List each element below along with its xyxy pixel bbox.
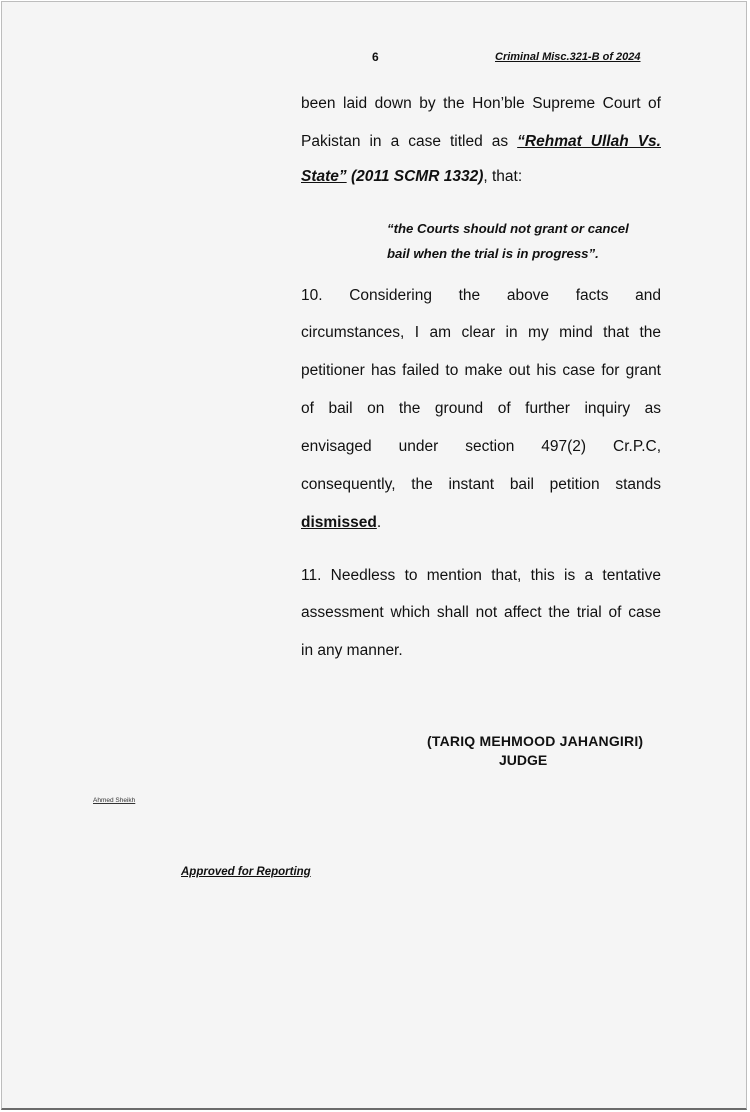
quote-line-2: bail when the trial is in progress”. — [387, 246, 599, 261]
document-page — [1, 1, 747, 1110]
case-citation: (2011 SCMR 1332) — [350, 168, 484, 185]
intro-line-3 — [301, 167, 661, 187]
para10-line-1: 10. Considering the above facts and — [301, 287, 661, 304]
intro-line-2-text: Pakistan in a case titled as — [301, 133, 509, 150]
case-reference: Criminal Misc.321-B of 2024 — [495, 51, 641, 63]
para10-line-7 — [301, 513, 661, 533]
para10-line-3: petitioner has failed to make out his case for grant — [301, 362, 661, 379]
signer-initials: Ahmed Sheikh — [93, 797, 136, 804]
intro-line-3-tail: , that: — [483, 168, 523, 185]
para10-line-5: envisaged under section 497(2) Cr.P.C, — [301, 438, 661, 455]
case-name-part-1: “Rehmat Ullah Vs. — [517, 133, 661, 150]
intro-line-1: been laid down by the Hon’ble Supreme Court of — [301, 95, 661, 112]
para10-line-7-tail: . — [376, 514, 382, 531]
page-number: 6 — [372, 50, 379, 64]
para11-line-2: assessment which shall not affect the trial of case — [301, 604, 661, 621]
para10-line-6: consequently, the instant bail petition stands — [301, 476, 661, 493]
para11-line-3: in any manner. — [301, 642, 403, 659]
approved-for-reporting: Approved for Reporting — [181, 866, 311, 878]
para10-line-2: circumstances, I am clear in my mind that the — [301, 324, 661, 341]
quote-line-1: “the Courts should not grant or cancel — [387, 221, 629, 236]
dismissed-word: dismissed — [301, 514, 377, 531]
para11-line-1: 11. Needless to mention that, this is a tentative — [301, 567, 661, 584]
judge-title: JUDGE — [499, 752, 548, 768]
case-name-part-2: State” — [301, 168, 347, 185]
para10-line-4: of bail on the ground of further inquiry as — [301, 400, 661, 417]
intro-line-2 — [301, 132, 661, 152]
judge-name: (TARIQ MEHMOOD JAHANGIRI) — [427, 733, 644, 749]
